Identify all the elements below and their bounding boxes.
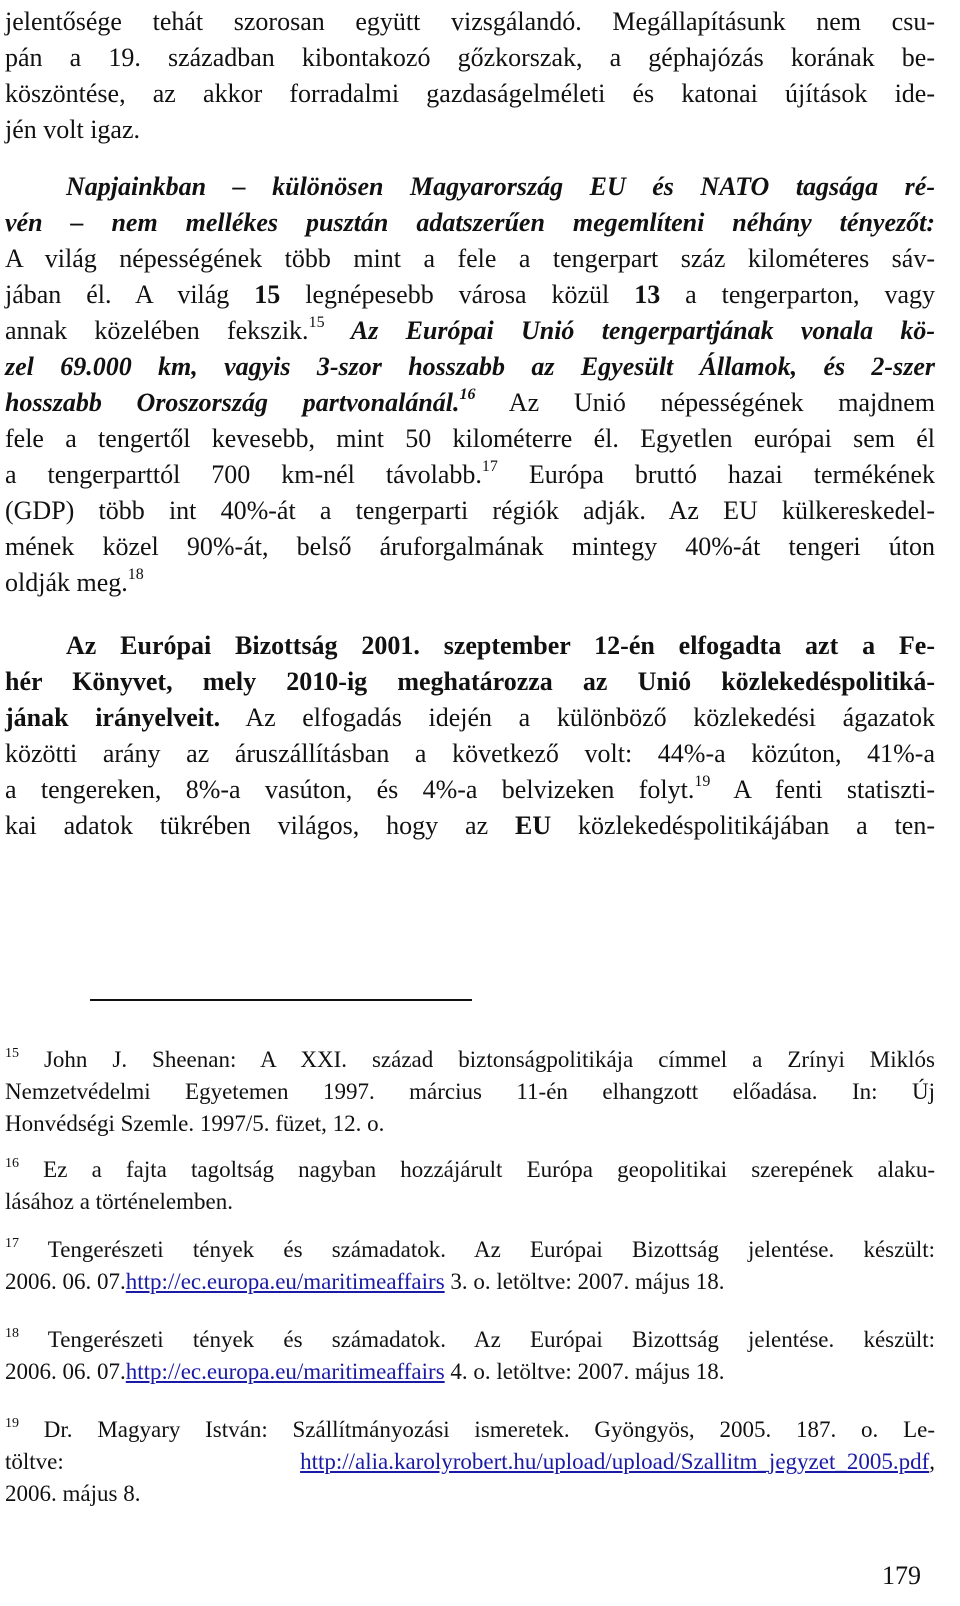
text-run: ,	[929, 1449, 935, 1474]
footnote-19	[5, 1414, 935, 1446]
text-run: jának irányelveit.	[5, 703, 221, 732]
footnote-16	[5, 1154, 935, 1186]
body-line: pán a 19. században kibontakozó gőzkorszak, a géphajózás korának be-	[5, 43, 935, 72]
body-line	[5, 700, 935, 736]
body-line: köszöntése, az akkor forradalmi gazdaságelméleti és katonai újítások ide-	[5, 79, 935, 108]
text-run: a tengereken, 8%-a vasúton, és 4%-a belvizeken folyt.	[5, 775, 695, 804]
footnote-line: Honvédségi Szemle. 1997/5. füzet, 12. o.	[5, 1111, 385, 1136]
body-line: jelentősége tehát szorosan együtt vizsgálandó. Megállapításunk nem csu-	[5, 7, 935, 36]
text-run: 15	[254, 280, 281, 309]
footnote-ref-15: 15	[308, 314, 325, 331]
text-run: John J. Sheenan: A XXI. század biztonságpolitikája címmel a Zrínyi Miklós	[19, 1047, 935, 1072]
text-run: Az elfogadás idején a különböző közlekedési ágazatok	[220, 703, 935, 732]
body-line	[5, 313, 935, 349]
text-run: Az Európai Unió tengerpartjának vonala kö-	[324, 316, 935, 345]
body-line: Napjainkban – különösen Magyarország EU és NATO tagsága ré-	[66, 172, 935, 201]
body-line: vén – nem mellékes pusztán adatszerűen megemlíteni néhány tényezőt:	[5, 208, 935, 237]
body-line	[5, 565, 935, 601]
footnote-ref-16: 16	[459, 386, 476, 403]
body-line: Az Európai Bizottság 2001. szeptember 12-én elfogadta azt a Fe-	[66, 631, 935, 660]
text-run: közlekedéspolitikájában a ten-	[551, 811, 936, 840]
body-line: mének közel 90%-át, belső áruforgalmának mintegy 40%-át tengeri úton	[5, 532, 935, 561]
text-run: A fenti statiszti-	[710, 775, 935, 804]
text-run: 13	[634, 280, 661, 309]
text-run: Tengerészeti tények és számadatok. Az Európai Bizottság jelentése. készült:	[19, 1237, 935, 1262]
footnote-separator	[90, 999, 472, 1001]
body-line: (GDP) több int 40%-át a tengerparti régiók adják. Az EU külkereskedel-	[5, 496, 935, 525]
footnote-line: 2006. május 8.	[5, 1481, 141, 1506]
body-line: közötti arány az áruszállításban a következő volt: 44%-a közúton, 41%-a	[5, 739, 935, 768]
text-run: Dr. Magyary István: Szállítmányozási ismeretek. Gyöngyös, 2005. 187. o. Le-	[19, 1417, 935, 1442]
url-link[interactable]: http://ec.europa.eu/maritimeaffairs	[125, 1359, 445, 1384]
body-line	[5, 277, 935, 313]
footnote-number: 19	[5, 1416, 19, 1431]
body-line: fele a tengertől kevesebb, mint 50 kilométerre él. Egyetlen európai sem él	[5, 424, 935, 453]
body-line	[5, 385, 935, 421]
text-run: Ez a fajta tagoltság nagyban hozzájárult Európa geopolitikai szerepének alaku-	[19, 1157, 935, 1182]
text-run: legnépesebb városa közül	[280, 280, 635, 309]
footnote-15	[5, 1044, 935, 1076]
footnote-17	[5, 1234, 935, 1266]
body-line	[5, 772, 935, 808]
text-run: Az Unió népességének majdnem	[475, 388, 935, 417]
text-run: 2006. 06. 07.	[5, 1359, 126, 1384]
footnote-ref-19: 19	[694, 773, 711, 790]
body-line	[5, 457, 935, 493]
footnote-number: 18	[5, 1326, 19, 1341]
footnote-line: Nemzetvédelmi Egyetemen 1997. március 11-én elhangzott előadása. In: Új	[5, 1079, 935, 1104]
text-run: töltve:	[5, 1449, 301, 1474]
footnote-18	[5, 1324, 935, 1356]
url-link[interactable]: http://alia.karolyrobert.hu/upload/upload/Szallitm_jegyzet_2005.pdf	[300, 1449, 930, 1474]
footnote-ref-17: 17	[481, 458, 498, 475]
text-run: Tengerészeti tények és számadatok. Az Európai Bizottság jelentése. készült:	[19, 1327, 935, 1352]
footnote-line	[5, 1356, 935, 1388]
text-run: a tengerparton, vagy	[660, 280, 935, 309]
page-number: 179	[882, 1561, 921, 1590]
footnote-line: lásához a történelemben.	[5, 1189, 233, 1214]
text-run: 3. o. letöltve: 2007. május 18.	[444, 1269, 725, 1294]
body-line	[5, 808, 935, 844]
footnote-number: 16	[5, 1156, 19, 1171]
text-run: kai adatok tükrében világos, hogy az	[5, 811, 516, 840]
body-line: hér Könyvet, mely 2010-ig meghatározza az Unió közlekedéspolitiká-	[5, 667, 935, 696]
text-run: oldják meg.	[5, 568, 128, 597]
footnote-number: 15	[5, 1046, 19, 1061]
text-run: annak közelében fekszik.	[5, 316, 309, 345]
footnote-number: 17	[5, 1236, 19, 1251]
text-run: EU	[515, 811, 552, 840]
text-run: Európa bruttó hazai termékének	[497, 460, 935, 489]
text-run: a tengerparttól 700 km-nél távolabb.	[5, 460, 482, 489]
body-line: A világ népességének több mint a fele a tengerpart száz kilométeres sáv-	[5, 244, 935, 273]
footnote-line	[5, 1446, 935, 1478]
text-run: 2006. 06. 07.	[5, 1269, 126, 1294]
text-run: 4. o. letöltve: 2007. május 18.	[444, 1359, 725, 1384]
text-run: jában él. A világ	[5, 280, 255, 309]
footnote-line	[5, 1266, 935, 1298]
body-line: jén volt igaz.	[5, 115, 141, 144]
footnote-ref-18: 18	[127, 566, 144, 583]
body-line: zel 69.000 km, vagyis 3-szor hosszabb az Egyesült Államok, és 2-szer	[5, 352, 935, 381]
text-run: hosszabb Oroszország partvonalánál.	[5, 388, 460, 417]
url-link[interactable]: http://ec.europa.eu/maritimeaffairs	[125, 1269, 445, 1294]
